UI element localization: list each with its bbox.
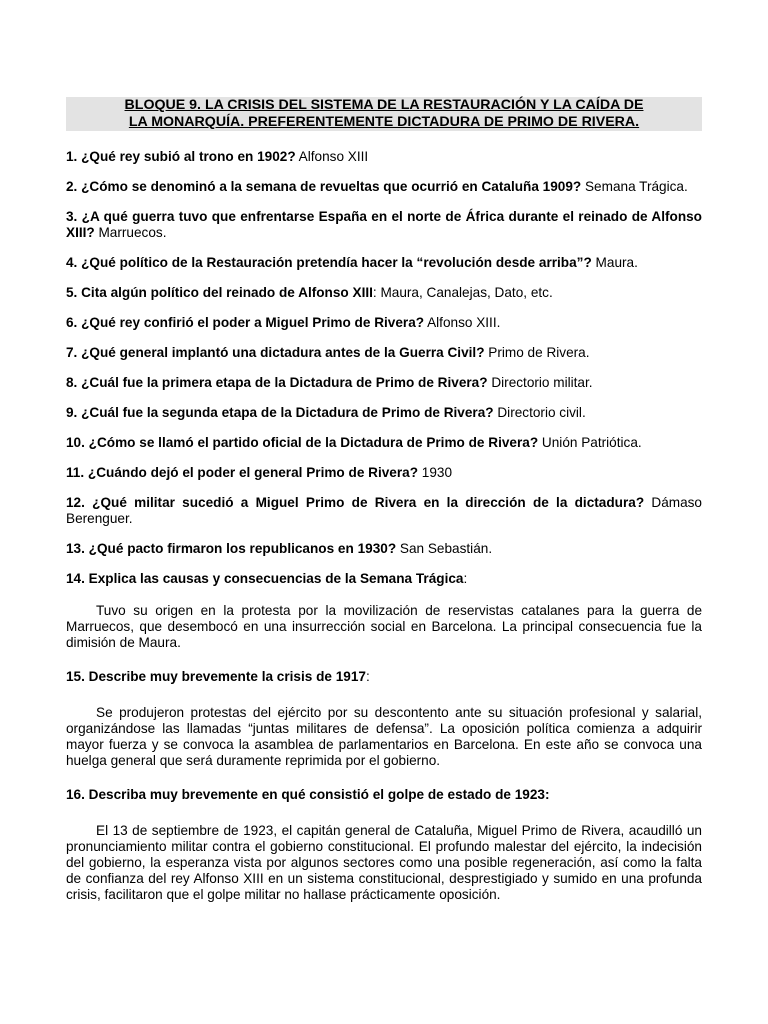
answer-text: : Maura, Canalejas, Dato, etc.	[372, 285, 553, 300]
question-7	[66, 345, 702, 361]
answer-text: Semana Trágica.	[581, 179, 688, 194]
question-text: 15. Describe muy brevemente la crisis de 1917	[66, 669, 366, 684]
answer-text: Directorio militar.	[487, 375, 593, 390]
answer-text: Directorio civil.	[493, 405, 586, 420]
question-12	[66, 495, 702, 527]
question-5	[66, 285, 702, 301]
answer-text: :	[463, 571, 468, 586]
question-text: 8. ¿Cuál fue la primera etapa de la Dictadura de Primo de Rivera?	[66, 375, 488, 390]
question-text: 1. ¿Qué rey subió al trono en 1902?	[66, 149, 296, 164]
question-text: 14. Explica las causas y consecuencias de la Semana Trágica	[66, 571, 464, 586]
question-4	[66, 255, 702, 271]
answer-text: Marruecos.	[94, 225, 167, 240]
answer-text: San Sebastián.	[396, 541, 493, 556]
question-text: 7. ¿Qué general implantó una dictadura antes de la Guerra Civil?	[66, 345, 485, 360]
question-text: 13. ¿Qué pacto firmaron los republicanos en 1930?	[66, 541, 397, 556]
question-1	[66, 149, 702, 165]
question-text: 12. ¿Qué militar sucedió a Miguel Primo de Rivera en la dirección de la dictadura?	[66, 495, 645, 510]
document-page	[66, 97, 702, 921]
answer-paragraph-15: Se produjeron protestas del ejército por su descontento ante su situación profesional y salarial, organizándose las llamadas “juntas militares de defensa”. La oposición política comienza a adquirir mayor fuerza y se convoca la asamblea de parlamentarios en Barcelona. En este año se convoca una huelga general que será duramente reprimida por el gobierno.	[66, 705, 702, 768]
answer-text: :	[366, 669, 370, 684]
question-14	[66, 571, 702, 587]
question-text: 10. ¿Cómo se llamó el partido oficial de la Dictadura de Primo de Rivera?	[66, 435, 539, 450]
answer-text: Primo de Rivera.	[484, 345, 590, 360]
document-title	[66, 97, 702, 131]
question-3	[66, 209, 702, 241]
answer-text: 1930	[418, 465, 453, 480]
question-text: 6. ¿Qué rey confirió el poder a Miguel Primo de Rivera?	[66, 315, 425, 330]
question-text: 11. ¿Cuándo dejó el poder el general Primo de Rivera?	[66, 465, 419, 480]
question-6	[66, 315, 702, 331]
question-10	[66, 435, 702, 451]
answer-text: Unión Patriótica.	[538, 435, 642, 450]
question-8	[66, 375, 702, 391]
answer-paragraph-16: El 13 de septiembre de 1923, el capitán general de Cataluña, Miguel Primo de Rivera, acaudilló un pronunciamiento militar contra el gobierno constitucional. El profundo malestar del ejército, la indecisión del gobierno, la esperanza vista por algunos sectores como una posible regeneración, así como la falta de confianza del rey Alfonso XIII en un sistema constitucional, desprestigiado y sumido en una profunda crisis, facilitaron que el golpe militar no hallase prácticamente oposición.	[66, 823, 702, 902]
answer-text: Dámaso Berenguer.	[66, 495, 702, 526]
question-15	[66, 669, 702, 685]
question-9	[66, 405, 702, 421]
question-16	[66, 787, 702, 803]
title-line-2: LA MONARQUÍA. PREFERENTEMENTE DICTADURA DE PRIMO DE RIVERA.	[66, 114, 702, 131]
question-text: 2. ¿Cómo se denominó a la semana de revueltas que ocurrió en Cataluña 1909?	[66, 179, 582, 194]
question-text: 5. Cita algún político del reinado de Alfonso XIII	[66, 285, 373, 300]
question-text: 9. ¿Cuál fue la segunda etapa de la Dictadura de Primo de Rivera?	[66, 405, 494, 420]
question-13	[66, 541, 702, 557]
question-2	[66, 179, 702, 195]
question-text: 16. Describa muy brevemente en qué consistió el golpe de estado de 1923:	[66, 787, 550, 802]
question-text: 4. ¿Qué político de la Restauración pretendía hacer la “revolución desde arriba”?	[66, 255, 592, 270]
answer-text: Alfonso XIII	[295, 149, 369, 164]
title-line-1: BLOQUE 9. LA CRISIS DEL SISTEMA DE LA RESTAURACIÓN Y LA CAÍDA DE	[66, 97, 702, 114]
question-11	[66, 465, 702, 481]
answer-text: Alfonso XIII.	[424, 315, 501, 330]
question-text: 3. ¿A qué guerra tuvo que enfrentarse España en el norte de África durante el reinado de Alfonso XIII?	[66, 209, 702, 240]
answer-text: Maura.	[591, 255, 638, 270]
answer-paragraph-14: Tuvo su origen en la protesta por la movilización de reservistas catalanes para la guerra de Marruecos, que desembocó en una insurrección social en Barcelona. La principal consecuencia fue la dimisión de Maura.	[66, 603, 702, 650]
